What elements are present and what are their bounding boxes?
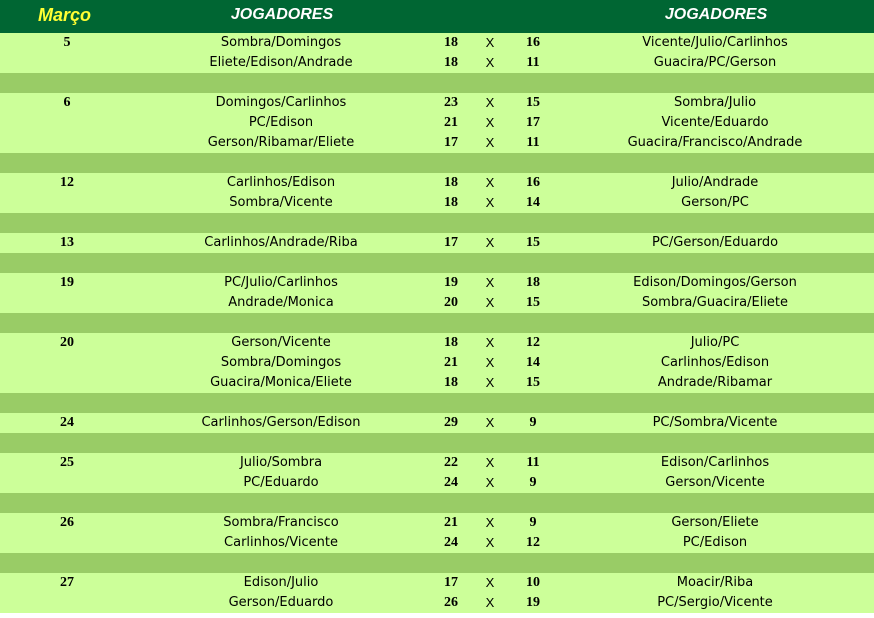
versus-cell: X	[485, 175, 495, 190]
left-team-cell: PC/Edison	[248, 115, 314, 130]
right-score-cell: 19	[526, 595, 540, 610]
right-team-cell: Vicente/Julio/Carlinhos	[642, 35, 788, 50]
day-cell: 12	[60, 175, 74, 190]
right-score-cell: 11	[526, 135, 540, 150]
left-team-cell: Gerson/Vicente	[231, 335, 331, 350]
left-players-header: JOGADORES	[230, 6, 334, 23]
left-team-cell: Domingos/Carlinhos	[215, 95, 347, 110]
right-team-cell: Gerson/Vicente	[665, 475, 765, 490]
left-team-cell: PC/Eduardo	[243, 475, 319, 490]
left-score-cell: 24	[444, 475, 458, 490]
right-team-cell: Edison/Carlinhos	[660, 455, 770, 470]
right-team-cell: Julio/PC	[690, 335, 740, 350]
left-score-cell: 17	[444, 235, 458, 250]
left-score-cell: 17	[444, 135, 458, 150]
separator-row	[0, 213, 874, 233]
left-team-cell: Sombra/Francisco	[223, 515, 339, 530]
right-score-cell: 9	[529, 415, 537, 430]
right-team-cell: Gerson/PC	[681, 195, 749, 210]
right-team-cell: Vicente/Eduardo	[661, 115, 769, 130]
right-score-cell: 12	[526, 535, 540, 550]
table-row	[0, 173, 874, 193]
left-team-cell: PC/Julio/Carlinhos	[224, 275, 338, 290]
separator-row	[0, 493, 874, 513]
versus-cell: X	[485, 295, 495, 310]
day-cell: 6	[63, 95, 71, 110]
right-score-cell: 15	[526, 95, 540, 110]
day-cell: 19	[60, 275, 74, 290]
left-team-cell: Julio/Sombra	[239, 455, 323, 470]
left-score-cell: 21	[444, 355, 458, 370]
separator-row	[0, 433, 874, 453]
right-score-cell: 18	[526, 275, 540, 290]
right-score-cell: 14	[526, 355, 540, 370]
table-row	[0, 113, 874, 133]
left-team-cell: Gerson/Ribamar/Eliete	[207, 135, 355, 150]
left-score-cell: 21	[444, 115, 458, 130]
table-row	[0, 33, 874, 53]
versus-cell: X	[485, 375, 495, 390]
versus-cell: X	[485, 195, 495, 210]
versus-cell: X	[485, 455, 495, 470]
left-score-cell: 18	[444, 335, 458, 350]
left-score-cell: 23	[444, 95, 458, 110]
right-team-cell: PC/Edison	[682, 535, 748, 550]
versus-cell: X	[485, 275, 495, 290]
versus-cell: X	[485, 355, 495, 370]
left-team-cell: Carlinhos/Vicente	[224, 535, 338, 550]
right-team-cell: Carlinhos/Edison	[660, 355, 770, 370]
versus-cell: X	[485, 135, 495, 150]
left-score-cell: 26	[444, 595, 458, 610]
versus-cell: X	[485, 35, 495, 50]
month-header: Março	[38, 5, 92, 25]
right-team-cell: Sombra/Guacira/Eliete	[641, 295, 789, 310]
results-table	[0, 33, 874, 613]
table-row	[0, 513, 874, 533]
table-row	[0, 53, 874, 73]
right-team-cell: PC/Sombra/Vicente	[652, 415, 778, 430]
right-team-cell: Andrade/Ribamar	[657, 375, 773, 390]
right-score-cell: 15	[526, 235, 540, 250]
day-cell: 24	[60, 415, 74, 430]
left-score-cell: 17	[444, 575, 458, 590]
table-row	[0, 473, 874, 493]
day-cell: 27	[60, 575, 74, 590]
day-cell: 26	[60, 515, 74, 530]
right-score-cell: 15	[526, 375, 540, 390]
day-cell: 13	[60, 235, 74, 250]
left-score-cell: 18	[444, 55, 458, 70]
table-row	[0, 293, 874, 313]
right-score-cell: 17	[526, 115, 540, 130]
right-team-cell: Moacir/Riba	[676, 575, 754, 590]
separator-row	[0, 153, 874, 173]
versus-cell: X	[485, 535, 495, 550]
right-score-cell: 9	[529, 515, 537, 530]
right-score-cell: 10	[526, 575, 540, 590]
left-score-cell: 24	[444, 535, 458, 550]
versus-cell: X	[485, 95, 495, 110]
left-team-cell: Eliete/Edison/Andrade	[209, 55, 353, 70]
separator-row	[0, 553, 874, 573]
left-score-cell: 29	[444, 415, 458, 430]
table-row	[0, 593, 874, 613]
left-score-cell: 20	[444, 295, 458, 310]
header-bar	[0, 0, 874, 33]
right-team-cell: Julio/Andrade	[671, 175, 759, 190]
left-team-cell: Carlinhos/Andrade/Riba	[204, 235, 358, 250]
table-row	[0, 373, 874, 393]
right-score-cell: 16	[526, 35, 540, 50]
left-score-cell: 18	[444, 175, 458, 190]
left-team-cell: Gerson/Eduardo	[228, 595, 334, 610]
versus-cell: X	[485, 515, 495, 530]
table-row	[0, 233, 874, 253]
right-score-cell: 15	[526, 295, 540, 310]
right-score-cell: 12	[526, 335, 540, 350]
right-team-cell: Guacira/PC/Gerson	[653, 55, 777, 70]
table-row	[0, 93, 874, 113]
left-score-cell: 21	[444, 515, 458, 530]
table-row	[0, 333, 874, 353]
left-score-cell: 18	[444, 195, 458, 210]
versus-cell: X	[485, 595, 495, 610]
table-row	[0, 273, 874, 293]
table-row	[0, 133, 874, 153]
separator-row	[0, 393, 874, 413]
left-team-cell: Andrade/Monica	[228, 295, 334, 310]
versus-cell: X	[485, 115, 495, 130]
right-score-cell: 9	[529, 475, 537, 490]
left-team-cell: Edison/Julio	[243, 575, 319, 590]
versus-cell: X	[485, 575, 495, 590]
right-team-cell: Guacira/Francisco/Andrade	[627, 135, 803, 150]
day-cell: 5	[63, 35, 71, 50]
left-score-cell: 18	[444, 375, 458, 390]
versus-cell: X	[485, 235, 495, 250]
versus-cell: X	[485, 335, 495, 350]
right-team-cell: Gerson/Eliete	[671, 515, 759, 530]
left-team-cell: Carlinhos/Edison	[226, 175, 336, 190]
right-players-header: JOGADORES	[664, 6, 768, 23]
right-team-cell: Sombra/Julio	[673, 95, 757, 110]
right-score-cell: 11	[526, 455, 540, 470]
table-row	[0, 193, 874, 213]
right-score-cell: 14	[526, 195, 540, 210]
separator-row	[0, 313, 874, 333]
separator-row	[0, 73, 874, 93]
versus-cell: X	[485, 415, 495, 430]
table-row	[0, 353, 874, 373]
left-score-cell: 22	[444, 455, 458, 470]
right-score-cell: 11	[526, 55, 540, 70]
left-team-cell: Guacira/Monica/Eliete	[210, 375, 352, 390]
versus-cell: X	[485, 55, 495, 70]
right-team-cell: PC/Sergio/Vicente	[657, 595, 773, 610]
day-cell: 20	[60, 335, 74, 350]
versus-cell: X	[485, 475, 495, 490]
left-team-cell: Carlinhos/Gerson/Edison	[201, 415, 361, 430]
left-score-cell: 18	[444, 35, 458, 50]
left-team-cell: Sombra/Vicente	[229, 195, 333, 210]
left-score-cell: 19	[444, 275, 458, 290]
table-row	[0, 413, 874, 433]
separator-row	[0, 253, 874, 273]
table-row	[0, 453, 874, 473]
right-team-cell: Edison/Domingos/Gerson	[633, 275, 797, 290]
left-team-cell: Sombra/Domingos	[220, 35, 342, 50]
left-team-cell: Sombra/Domingos	[220, 355, 342, 370]
table-row	[0, 573, 874, 593]
table-row	[0, 533, 874, 553]
day-cell: 25	[60, 455, 74, 470]
right-score-cell: 16	[526, 175, 540, 190]
right-team-cell: PC/Gerson/Eduardo	[651, 235, 779, 250]
